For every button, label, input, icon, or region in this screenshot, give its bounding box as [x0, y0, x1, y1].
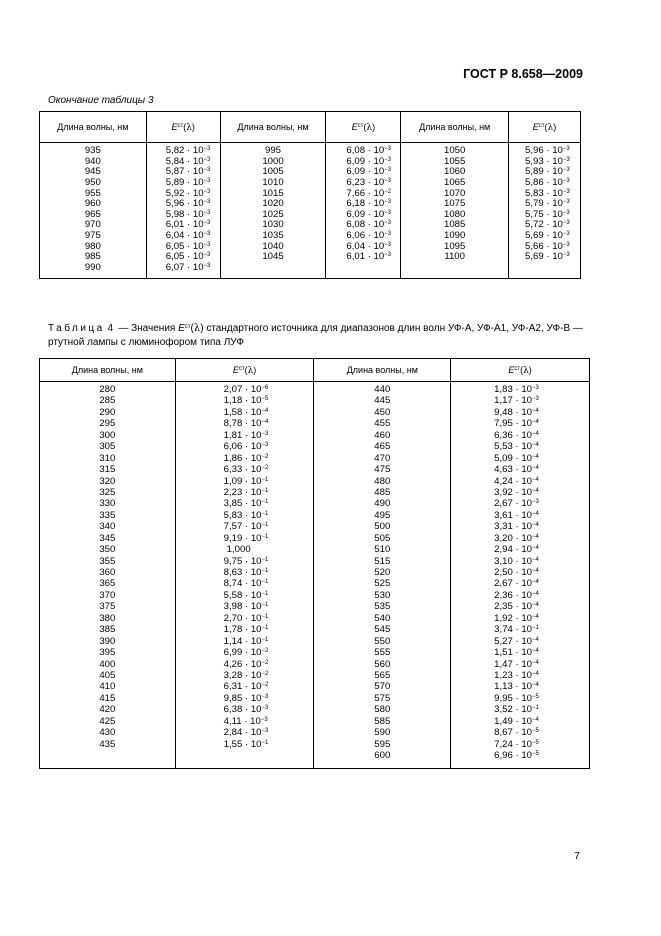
- table4-caption-text-a: — Значения: [115, 323, 179, 334]
- wavelength-value: 335: [99, 509, 116, 521]
- wavelength-value: 995: [265, 145, 282, 156]
- wavelength-value: 965: [84, 208, 101, 220]
- wavelength-value: 935: [84, 145, 101, 156]
- irradiance-value: $3,74 \cdot 10^{-1}$: [494, 624, 539, 636]
- table3-caption: Окончание таблицы 3: [48, 95, 154, 106]
- irradiance-value: $6,18 \cdot 10^{-3}$: [346, 198, 392, 210]
- irradiance-value: $7,66 \cdot 10^{-2}$: [346, 187, 392, 199]
- wavelength-value: 940: [84, 155, 101, 167]
- irradiance-value: $3,61 \cdot 10^{-4}$: [494, 509, 539, 521]
- wavelength-value: 350: [99, 544, 116, 556]
- irradiance-value: $8,74 \cdot 10^{-1}$: [223, 578, 269, 590]
- table-4: [39, 358, 590, 769]
- wavelength-value: 1085: [443, 219, 466, 231]
- wavelength-value: 565: [374, 669, 391, 681]
- wavelength-value: 1045: [262, 251, 284, 263]
- irradiance-value: $1,49 \cdot 10^{-4}$: [494, 715, 539, 727]
- wavelength-value: 375: [99, 601, 116, 613]
- wavelength-value: 975: [84, 230, 101, 242]
- irradiance-value: $6,09 \cdot 10^{-3}$: [346, 166, 392, 178]
- wavelength-value: 485: [374, 486, 391, 498]
- table4-col-irradiance: $E^{ст}(\lambda)$: [451, 359, 590, 382]
- wavelength-value: 1010: [262, 176, 284, 188]
- irradiance-value: $6,23 \cdot 10^{-3}$: [346, 176, 392, 188]
- irradiance-value: $2,84 \cdot 10^{-3}$: [223, 727, 269, 739]
- wavelength-value: 510: [374, 544, 391, 556]
- irradiance-value: $5,82 \cdot 10^{-3}$: [165, 145, 211, 156]
- irradiance-value: $5,83 \cdot 10^{-1}$: [223, 509, 269, 521]
- irradiance-value: $6,06 \cdot 10^{-3}$: [346, 230, 392, 242]
- irradiance-value: 1,000: [226, 544, 251, 556]
- wavelength-value: 330: [99, 498, 116, 510]
- irradiance-value: $7,24 \cdot 10^{-5}$: [494, 738, 539, 750]
- table3-header-row: [40, 112, 581, 143]
- irradiance-value: $4,11 \cdot 10^{-3}$: [223, 715, 268, 727]
- wavelength-value: 955: [84, 187, 101, 199]
- wavelength-value: 1030: [262, 219, 284, 231]
- table3-col-irradiance: $E^{ст}(\lambda)$: [146, 112, 220, 143]
- wavelength-value: 435: [99, 738, 116, 750]
- wavelength-value: 425: [99, 715, 116, 727]
- table-row: [40, 143, 581, 279]
- wavelength-value: 480: [374, 475, 391, 487]
- wavelength-value: 585: [374, 715, 391, 727]
- irradiance-value: $1,17 \cdot 10^{-3}$: [494, 395, 539, 407]
- irradiance-value: $5,98 \cdot 10^{-3}$: [165, 208, 211, 220]
- wavelength-value: 580: [374, 704, 391, 716]
- irradiance-value: $8,67 \cdot 10^{-5}$: [494, 727, 539, 739]
- wavelength-value: 310: [99, 452, 116, 464]
- wavelength-value: 545: [374, 624, 391, 636]
- irradiance-value: $5,69 \cdot 10^{-3}$: [525, 230, 570, 242]
- irradiance-value: $6,04 \cdot 10^{-3}$: [165, 230, 211, 242]
- irradiance-value: $6,05 \cdot 10^{-3}$: [165, 251, 211, 263]
- irradiance-value: $7,95 \cdot 10^{-4}$: [494, 418, 539, 430]
- wavelength-value: 1025: [262, 208, 284, 220]
- wavelength-value: 430: [99, 727, 116, 739]
- table4-caption-text-b: стандартного источника для диапазонов длин волн УФ-А, УФ-А1, УФ-А2, УФ-В — ртутной лампы с люминофором типа ЛУФ: [48, 323, 583, 348]
- wavelength-value: 960: [84, 198, 101, 210]
- irradiance-value: $1,78 \cdot 10^{-1}$: [223, 624, 269, 636]
- irradiance-value: $2,35 \cdot 10^{-4}$: [494, 601, 539, 613]
- irradiance-value: $6,36 \cdot 10^{-4}$: [494, 429, 539, 441]
- wavelength-value: 985: [84, 251, 101, 263]
- wavelength-value: 570: [374, 681, 391, 693]
- irradiance-value: $5,72 \cdot 10^{-3}$: [525, 219, 570, 231]
- irradiance-value: $2,94 \cdot 10^{-4}$: [494, 544, 539, 556]
- wavelength-value: 290: [99, 406, 116, 418]
- wavelength-value: 590: [374, 727, 391, 739]
- irradiance-value: $2,23 \cdot 10^{-1}$: [223, 486, 269, 498]
- wavelength-value: 1075: [443, 198, 466, 210]
- table4-wavelength-cell: [314, 382, 451, 769]
- irradiance-value: $5,87 \cdot 10^{-3}$: [165, 166, 211, 178]
- wavelength-value: 280: [99, 384, 116, 395]
- wavelength-value: 455: [374, 418, 391, 430]
- irradiance-value: $5,89 \cdot 10^{-3}$: [525, 166, 570, 178]
- table3-wavelength-cell: [401, 143, 509, 279]
- wavelength-value: 365: [99, 578, 116, 590]
- irradiance-value: $5,96 \cdot 10^{-3}$: [165, 198, 211, 210]
- table4-value-cell: [451, 382, 590, 769]
- irradiance-value: $6,31 \cdot 10^{-2}$: [223, 681, 269, 693]
- wavelength-value: 380: [99, 612, 116, 624]
- wavelength-value: 355: [99, 555, 116, 567]
- irradiance-value: $2,07 \cdot 10^{-6}$: [223, 384, 269, 395]
- wavelength-value: 980: [84, 240, 101, 252]
- irradiance-value: $5,53 \cdot 10^{-4}$: [494, 441, 539, 453]
- wavelength-value: 325: [99, 486, 116, 498]
- irradiance-value: $1,47 \cdot 10^{-4}$: [494, 658, 539, 670]
- wavelength-value: 530: [374, 589, 391, 601]
- irradiance-value: $4,63 \cdot 10^{-4}$: [494, 464, 539, 476]
- irradiance-value: $5,09 \cdot 10^{-4}$: [494, 452, 539, 464]
- table3-wavelength-cell: [220, 143, 326, 279]
- wavelength-value: 560: [374, 658, 391, 670]
- wavelength-value: 555: [374, 647, 391, 659]
- irradiance-value: $5,93 \cdot 10^{-3}$: [525, 155, 570, 167]
- wavelength-value: 465: [374, 441, 391, 453]
- irradiance-value: $5,75 \cdot 10^{-3}$: [525, 208, 570, 220]
- irradiance-value: $1,92 \cdot 10^{-4}$: [494, 612, 539, 624]
- wavelength-value: 285: [99, 395, 116, 407]
- wavelength-value: 385: [99, 624, 116, 636]
- wavelength-value: 370: [99, 589, 116, 601]
- irradiance-value: $6,96 \cdot 10^{-5}$: [494, 750, 539, 761]
- wavelength-value: 440: [374, 384, 391, 395]
- irradiance-value: $3,98 \cdot 10^{-1}$: [223, 601, 269, 613]
- table4-header-row: [40, 359, 590, 382]
- wavelength-value: 445: [374, 395, 391, 407]
- wavelength-value: 1050: [443, 145, 466, 156]
- irradiance-value: $3,10 \cdot 10^{-4}$: [494, 555, 539, 567]
- irradiance-value: $3,20 \cdot 10^{-4}$: [494, 532, 539, 544]
- table3-col-irradiance: $E^{ст}(\lambda)$: [326, 112, 401, 143]
- irradiance-value: $6,05 \cdot 10^{-3}$: [165, 240, 211, 252]
- irradiance-value: $5,69 \cdot 10^{-3}$: [525, 251, 570, 263]
- wavelength-value: 535: [374, 601, 391, 613]
- wavelength-value: 360: [99, 567, 116, 578]
- wavelength-value: 315: [99, 464, 116, 476]
- wavelength-value: 1005: [262, 166, 284, 178]
- irradiance-value: $6,01 \cdot 10^{-3}$: [165, 219, 211, 231]
- document-id: ГОСТ Р 8.658—2009: [463, 67, 583, 81]
- irradiance-value: $1,81 \cdot 10^{-3}$: [223, 429, 269, 441]
- irradiance-value: $6,09 \cdot 10^{-3}$: [346, 155, 392, 167]
- irradiance-value: $3,85 \cdot 10^{-1}$: [223, 498, 269, 510]
- irradiance-value: $8,63 \cdot 10^{-1}$: [223, 567, 269, 578]
- wavelength-value: 495: [374, 509, 391, 521]
- irradiance-value: $5,58 \cdot 10^{-1}$: [223, 589, 269, 601]
- irradiance-value: $2,36 \cdot 10^{-4}$: [494, 589, 539, 601]
- wavelength-value: 515: [374, 555, 391, 567]
- table3-value-cell: [146, 143, 220, 279]
- wavelength-value: 525: [374, 578, 391, 590]
- wavelength-value: 1035: [262, 230, 284, 242]
- wavelength-value: 415: [99, 692, 116, 704]
- wavelength-value: 1015: [262, 187, 284, 199]
- wavelength-value: 1095: [443, 240, 466, 252]
- wavelength-value: 400: [99, 658, 116, 670]
- table4-caption: Таблица 4 — Значения $E^{ст}(\lambda)$ стандартного источника для диапазонов длин волн УФ-А, УФ-А1, УФ-А2, УФ-В — ртутной лампы с люминофором типа ЛУФ: [48, 323, 583, 348]
- irradiance-value: $7,57 \cdot 10^{-1}$: [223, 521, 269, 533]
- wavelength-value: 490: [374, 498, 391, 510]
- irradiance-value: $9,75 \cdot 10^{-1}$: [223, 555, 269, 567]
- wavelength-value: 1065: [443, 176, 466, 188]
- table4-col-wavelength: Длина волны, нм: [314, 359, 451, 382]
- irradiance-value: $3,31 \cdot 10^{-4}$: [494, 521, 539, 533]
- irradiance-value: $3,52 \cdot 10^{-1}$: [494, 704, 539, 716]
- irradiance-value: $5,89 \cdot 10^{-3}$: [165, 176, 211, 188]
- table3-col-wavelength: Длина волны, нм: [220, 112, 326, 143]
- wavelength-value: 405: [99, 669, 116, 681]
- table3-wavelength-cell: [40, 143, 147, 279]
- wavelength-value: 450: [374, 406, 391, 418]
- wavelength-value: 505: [374, 532, 391, 544]
- wavelength-value: 320: [99, 475, 116, 487]
- irradiance-value: $1,83 \cdot 10^{-3}$: [494, 384, 539, 395]
- wavelength-value: 1080: [443, 208, 466, 220]
- wavelength-value: 540: [374, 612, 391, 624]
- irradiance-value: $9,95 \cdot 10^{-5}$: [494, 692, 539, 704]
- table4-value-cell: [175, 382, 314, 769]
- irradiance-value: $5,27 \cdot 10^{-4}$: [494, 635, 539, 647]
- irradiance-value: $5,92 \cdot 10^{-3}$: [165, 187, 211, 199]
- page-number: 7: [574, 850, 580, 862]
- table-row: [40, 382, 590, 769]
- wavelength-value: 340: [99, 521, 116, 533]
- irradiance-value: $5,66 \cdot 10^{-3}$: [525, 240, 570, 252]
- wavelength-value: 1070: [443, 187, 466, 199]
- irradiance-value: $1,13 \cdot 10^{-4}$: [494, 681, 539, 693]
- irradiance-value: $3,92 \cdot 10^{-4}$: [494, 486, 539, 498]
- irradiance-value: $6,07 \cdot 10^{-3}$: [165, 262, 211, 274]
- wavelength-value: 1055: [443, 155, 466, 167]
- table3-value-cell: [326, 143, 401, 279]
- irradiance-value: $2,67 \cdot 10^{-3}$: [494, 498, 539, 510]
- irradiance-value: $5,96 \cdot 10^{-3}$: [525, 145, 570, 156]
- irradiance-value: $9,48 \cdot 10^{-4}$: [494, 406, 539, 418]
- table4-caption-label: Таблица: [48, 323, 105, 334]
- wavelength-value: 345: [99, 532, 116, 544]
- wavelength-value: 1040: [262, 240, 284, 252]
- wavelength-value: 1020: [262, 198, 284, 210]
- wavelength-value: 945: [84, 166, 101, 178]
- irradiance-value: $1,23 \cdot 10^{-4}$: [494, 669, 539, 681]
- irradiance-value: $8,78 \cdot 10^{-4}$: [223, 418, 269, 430]
- irradiance-value: $9,85 \cdot 10^{-3}$: [223, 692, 269, 704]
- wavelength-value: 500: [374, 521, 391, 533]
- wavelength-value: 395: [99, 647, 116, 659]
- irradiance-value: $6,99 \cdot 10^{-2}$: [223, 647, 269, 659]
- irradiance-value: $1,86 \cdot 10^{-2}$: [223, 452, 269, 464]
- irradiance-value: $6,08 \cdot 10^{-3}$: [346, 145, 392, 156]
- wavelength-value: 550: [374, 635, 391, 647]
- irradiance-value: $1,55 \cdot 10^{-1}$: [223, 738, 269, 750]
- irradiance-value: $6,04 \cdot 10^{-3}$: [346, 240, 392, 252]
- wavelength-value: 575: [374, 692, 391, 704]
- irradiance-value: $3,28 \cdot 10^{-2}$: [223, 669, 269, 681]
- wavelength-value: 520: [374, 567, 391, 578]
- wavelength-value: 295: [99, 418, 116, 430]
- table4-col-wavelength: Длина волны, нм: [40, 359, 176, 382]
- irradiance-value: $5,79 \cdot 10^{-3}$: [525, 198, 570, 210]
- irradiance-value: $4,24 \cdot 10^{-4}$: [494, 475, 539, 487]
- table3-col-irradiance: $E^{ст}(\lambda)$: [509, 112, 581, 143]
- irradiance-value: $6,38 \cdot 10^{-3}$: [223, 704, 269, 716]
- irradiance-value: $1,09 \cdot 10^{-1}$: [223, 475, 269, 487]
- wavelength-value: 410: [99, 681, 116, 693]
- wavelength-value: 460: [374, 429, 391, 441]
- wavelength-value: 475: [374, 464, 391, 476]
- wavelength-value: 300: [99, 429, 116, 441]
- irradiance-value: $6,33 \cdot 10^{-2}$: [223, 464, 269, 476]
- wavelength-value: 950: [84, 176, 101, 188]
- wavelength-value: 305: [99, 441, 116, 453]
- table4-wavelength-cell: [40, 382, 176, 769]
- table4-caption-number: 4: [107, 323, 116, 334]
- wavelength-value: 420: [99, 704, 116, 716]
- irradiance-value: $1,14 \cdot 10^{-1}$: [223, 635, 269, 647]
- irradiance-value: $2,50 \cdot 10^{-4}$: [494, 567, 539, 578]
- irradiance-value: $4,26 \cdot 10^{-2}$: [223, 658, 269, 670]
- irradiance-value: $5,86 \cdot 10^{-3}$: [525, 176, 570, 188]
- irradiance-value: $6,01 \cdot 10^{-3}$: [346, 251, 392, 263]
- wavelength-value: 1090: [443, 230, 466, 242]
- wavelength-value: 1000: [262, 155, 284, 167]
- wavelength-value: 390: [99, 635, 116, 647]
- irradiance-value: $2,67 \cdot 10^{-4}$: [494, 578, 539, 590]
- table3-value-cell: [509, 143, 581, 279]
- irradiance-value: $5,84 \cdot 10^{-3}$: [165, 155, 211, 167]
- irradiance-value: $2,70 \cdot 10^{-1}$: [223, 612, 269, 624]
- table4-col-irradiance: $E^{ст}(\lambda)$: [175, 359, 314, 382]
- wavelength-value: 600: [374, 750, 391, 761]
- irradiance-value: $1,18 \cdot 10^{-5}$: [223, 395, 269, 407]
- irradiance-value: $1,51 \cdot 10^{-4}$: [494, 647, 539, 659]
- wavelength-value: 1060: [443, 166, 466, 178]
- wavelength-value: 470: [374, 452, 391, 464]
- wavelength-value: 970: [84, 219, 101, 231]
- irradiance-value: $5,83 \cdot 10^{-3}$: [525, 187, 570, 199]
- irradiance-value: $9,19 \cdot 10^{-1}$: [223, 532, 269, 544]
- irradiance-value: $1,58 \cdot 10^{-4}$: [223, 406, 269, 418]
- irradiance-value: $6,09 \cdot 10^{-3}$: [346, 208, 392, 220]
- table3-col-wavelength: Длина волны, нм: [401, 112, 509, 143]
- wavelength-value: 1100: [444, 251, 465, 263]
- irradiance-value: $6,06 \cdot 10^{-3}$: [223, 441, 269, 453]
- wavelength-value: 990: [84, 262, 101, 274]
- wavelength-value: 595: [374, 738, 391, 750]
- table-3: [39, 111, 581, 279]
- table3-col-wavelength: Длина волны, нм: [40, 112, 147, 143]
- irradiance-value: $6,08 \cdot 10^{-3}$: [346, 219, 392, 231]
